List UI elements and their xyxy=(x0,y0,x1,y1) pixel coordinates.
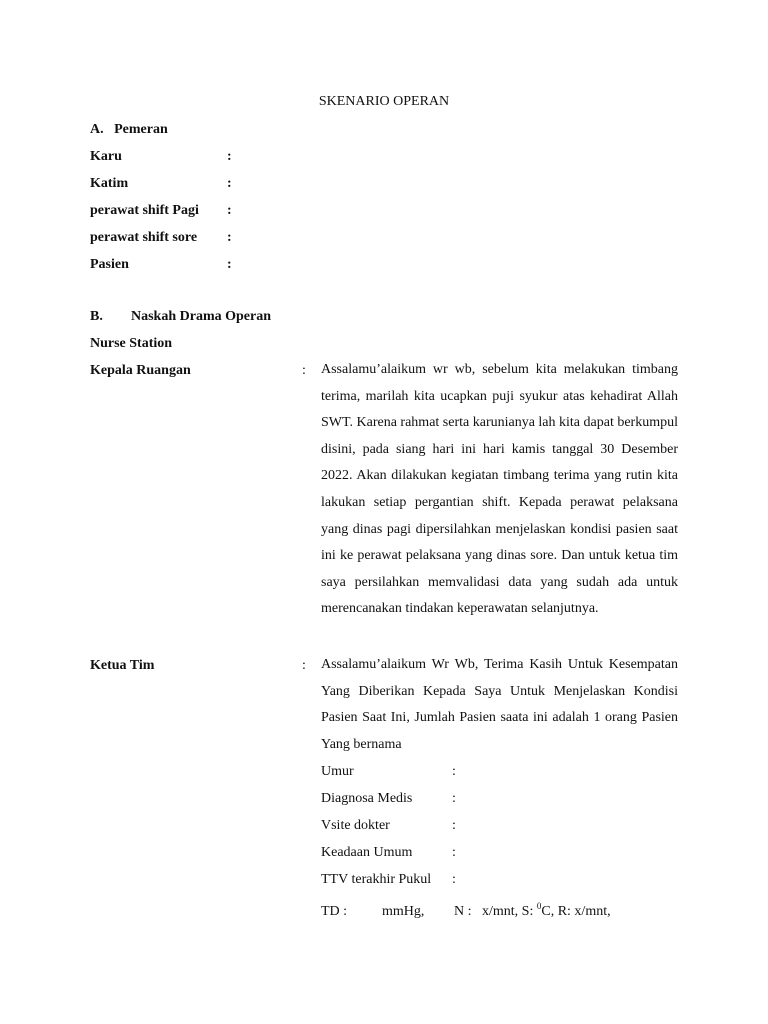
speaker-colon: : xyxy=(302,658,306,673)
field-label: Diagnosa Medis xyxy=(321,791,413,806)
section-a-heading xyxy=(90,120,168,140)
cast-role: Pasien xyxy=(90,257,129,272)
vitals-degree: 0 xyxy=(536,901,542,911)
vitals-rate: x/mnt, S: xyxy=(482,903,534,919)
field-colon: : xyxy=(452,872,456,887)
vitals-td-label: TD : xyxy=(321,903,348,919)
speaker-colon: : xyxy=(302,363,306,378)
vitals-line xyxy=(321,896,611,922)
section-a-label: A. Pemeran xyxy=(90,122,168,137)
vitals-mmhg: mmHg, xyxy=(382,903,425,919)
cast-colon: : xyxy=(227,149,232,164)
cast-colon: : xyxy=(227,230,232,245)
cast-role: Karu xyxy=(90,149,122,164)
section-b-title: Naskah Drama Operan xyxy=(131,309,272,324)
field-label: Umur xyxy=(321,764,354,779)
vitals-n-label: N : xyxy=(454,903,472,919)
cast-role: perawat shift sore xyxy=(90,230,198,245)
cast-colon: : xyxy=(227,257,232,272)
cast-role: perawat shift Pagi xyxy=(90,203,199,218)
field-label: Vsite dokter xyxy=(321,818,390,833)
dialogue-text: Assalamu’alaikum wr wb, sebelum kita melakukan timbang terima, marilah kita ucapkan puji syukur atas kehadirat Allah SWT. Karena rahmat serta karunianya lah kita dapat berkumpul disini, pada siang hari ini hari kamis tanggal 30 Desember 2022. Akan dilakukan kegiatan timbang terima yang rutin kita lakukan setiap pergantian shift. Kepada perawat pelaksana yang dinas pagi dipersilahkan menjelaskan kondisi pasien saat ini ke perawat pelaksana yang dinas sore. Dan untuk ketua tim saya persilahkan memvalidasi data yang sudah ada untuk merencanakan tindakan keperawatan selanjutnya. xyxy=(321,362,678,617)
vitals-temp-resp: C, R: x/mnt, xyxy=(541,903,611,919)
section-b-number: B. xyxy=(90,309,103,324)
field-colon: : xyxy=(452,818,456,833)
cast-colon: : xyxy=(227,176,232,191)
field-label: TTV terakhir Pukul xyxy=(321,872,432,887)
speaker-name: Ketua Tim xyxy=(90,658,155,673)
cast-role: Katim xyxy=(90,176,129,191)
field-colon: : xyxy=(452,764,456,779)
cast-colon: : xyxy=(227,203,232,218)
page-title: SKENARIO OPERAN xyxy=(318,94,450,109)
field-colon: : xyxy=(452,845,456,860)
speaker-name: Kepala Ruangan xyxy=(90,363,191,378)
field-label: Keadaan Umum xyxy=(321,845,413,860)
field-colon: : xyxy=(452,791,456,806)
dialogue-text: Assalamu’alaikum Wr Wb, Terima Kasih Untuk Kesempatan Yang Diberikan Kepada Saya Untuk Menjelaskan Kondisi Pasien Saat Ini, Jumlah Pasien saata ini adalah 1 orang Pasien Yang bernama xyxy=(321,657,678,752)
section-b-subtitle: Nurse Station xyxy=(90,336,173,351)
